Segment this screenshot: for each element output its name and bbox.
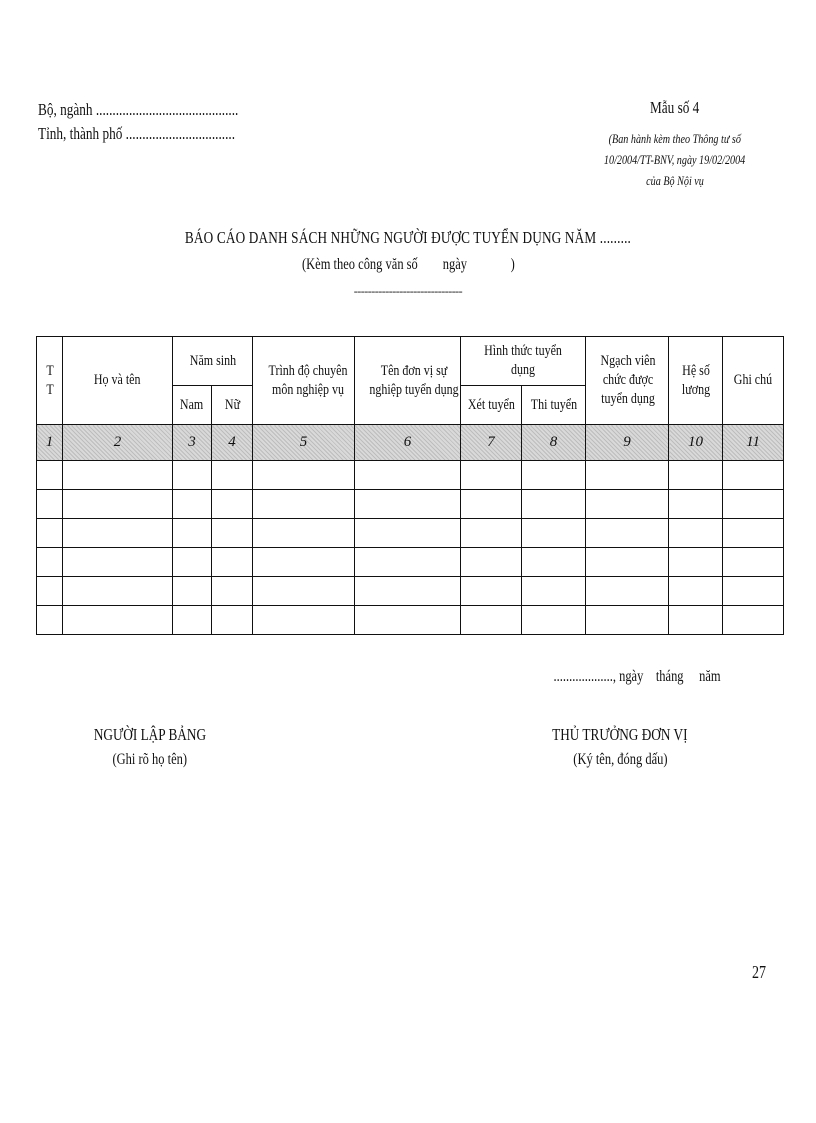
- table-cell: [522, 461, 586, 490]
- table-cell: [669, 461, 723, 490]
- table-cell: [522, 606, 586, 635]
- report-title: BÁO CÁO DANH SÁCH NHỮNG NGƯỜI ĐƯỢC TUYỂN DỤNG NĂM .........: [184, 228, 632, 247]
- province-line: Tỉnh, thành phố .................................: [38, 124, 236, 143]
- col-header-exam: Thi tuyển: [522, 386, 586, 425]
- col-header-review: Xét tuyển: [461, 386, 522, 425]
- table-row: [37, 519, 784, 548]
- column-number: 10: [669, 425, 723, 461]
- table-cell: [173, 548, 212, 577]
- col-header-tt: T T: [37, 337, 63, 425]
- preparer-title: NGƯỜI LẬP BẢNG: [93, 725, 207, 744]
- table-cell: [253, 548, 355, 577]
- table-cell: [37, 461, 63, 490]
- table-row: [37, 461, 784, 490]
- table-cell: [37, 548, 63, 577]
- table-cell: [669, 577, 723, 606]
- column-number: 5: [253, 425, 355, 461]
- table-cell: [461, 577, 522, 606]
- header-left: [38, 98, 295, 146]
- table-cell: [669, 548, 723, 577]
- table-cell: [586, 461, 669, 490]
- table-cell: [586, 577, 669, 606]
- report-subtitle: (Kèm theo công văn số ngày ): [301, 256, 515, 273]
- table-cell: [723, 490, 784, 519]
- table-cell: [63, 490, 173, 519]
- table-row: [37, 490, 784, 519]
- table-cell: [522, 548, 586, 577]
- table-cell: [723, 548, 784, 577]
- table-cell: [355, 519, 461, 548]
- table-cell: [461, 519, 522, 548]
- table-cell: [586, 490, 669, 519]
- column-number: 2: [63, 425, 173, 461]
- table-cell: [37, 519, 63, 548]
- recruitment-table: [36, 336, 784, 635]
- table-row: [37, 577, 784, 606]
- table-cell: [522, 490, 586, 519]
- column-number: 1: [37, 425, 63, 461]
- col-header-recruitment-form: Hình thức tuyển dụng: [461, 337, 586, 386]
- table-cell: [461, 490, 522, 519]
- head-note: (Ký tên, đóng dấu): [572, 751, 668, 768]
- table-cell: [63, 548, 173, 577]
- table-cell: [355, 461, 461, 490]
- col-header-male: Nam: [173, 386, 212, 425]
- table-cell: [212, 461, 253, 490]
- col-header-coefficient: Hệ số lương: [669, 337, 723, 425]
- table-cell: [173, 606, 212, 635]
- column-number: 8: [522, 425, 586, 461]
- table-cell: [355, 577, 461, 606]
- table-cell: [63, 519, 173, 548]
- signature-block-preparer: [30, 722, 270, 772]
- table-cell: [461, 606, 522, 635]
- table-cell: [461, 461, 522, 490]
- column-number: 6: [355, 425, 461, 461]
- col-header-female: Nữ: [212, 386, 253, 425]
- issuance-note-line-2: 10/2004/TT-BNV, ngày 19/02/2004: [604, 152, 746, 167]
- table-cell: [586, 519, 669, 548]
- issuance-note-line-1: (Ban hành kèm theo Thông tư số: [608, 131, 742, 146]
- table-row: [37, 548, 784, 577]
- table-cell: [355, 490, 461, 519]
- signature-block-head: [500, 722, 740, 772]
- issuance-note: [560, 128, 790, 191]
- table-cell: [173, 519, 212, 548]
- table-cell: [522, 577, 586, 606]
- col-header-qualification: Trình độ chuyên môn nghiệp vụ: [253, 337, 355, 425]
- table-cell: [669, 519, 723, 548]
- table-cell: [586, 606, 669, 635]
- table-cell: [212, 606, 253, 635]
- col-header-name: Họ và tên: [63, 337, 173, 425]
- issuance-note-line-3: của Bộ Nội vụ: [646, 173, 704, 188]
- title-rule: -------------------------------: [353, 284, 463, 298]
- table-cell: [723, 461, 784, 490]
- col-header-unit: Tên đơn vị sự nghiệp tuyển dụng: [355, 337, 461, 425]
- col-header-birth-year: Năm sinh: [173, 337, 253, 386]
- page-number: 27: [752, 962, 767, 982]
- table-cell: [461, 548, 522, 577]
- table-cell: [355, 548, 461, 577]
- table-cell: [522, 519, 586, 548]
- table-cell: [212, 490, 253, 519]
- table-cell: [723, 577, 784, 606]
- table-cell: [253, 490, 355, 519]
- table-cell: [37, 490, 63, 519]
- table-cell: [173, 577, 212, 606]
- table-cell: [723, 519, 784, 548]
- table-cell: [173, 490, 212, 519]
- table-cell: [253, 519, 355, 548]
- column-number: 3: [173, 425, 212, 461]
- column-number: 11: [723, 425, 784, 461]
- table-cell: [586, 548, 669, 577]
- table-row: [37, 606, 784, 635]
- table-cell: [212, 548, 253, 577]
- col-header-rank: Ngạch viên chức được tuyển dụng: [586, 337, 669, 425]
- table-cell: [212, 577, 253, 606]
- form-number: Mẫu số 4: [650, 98, 700, 117]
- table-cell: [723, 606, 784, 635]
- column-number: 4: [212, 425, 253, 461]
- column-number: 9: [586, 425, 669, 461]
- table-cell: [37, 577, 63, 606]
- table-cell: [253, 606, 355, 635]
- table-cell: [212, 519, 253, 548]
- table-cell: [173, 461, 212, 490]
- table-cell: [63, 461, 173, 490]
- table-cell: [355, 606, 461, 635]
- ministry-line: Bộ, ngành ...........................................: [38, 100, 239, 119]
- table-cell: [37, 606, 63, 635]
- table-cell: [253, 577, 355, 606]
- date-line: ..................., ngày tháng năm: [553, 668, 721, 685]
- preparer-note: (Ghi rõ họ tên): [112, 751, 188, 768]
- empty-rows: [37, 461, 784, 635]
- column-number: 7: [461, 425, 522, 461]
- table-cell: [669, 606, 723, 635]
- column-number-row: [37, 425, 784, 461]
- table-cell: [669, 490, 723, 519]
- head-title: THỦ TRƯỞNG ĐƠN VỊ: [552, 725, 688, 744]
- table-cell: [63, 606, 173, 635]
- table-cell: [63, 577, 173, 606]
- table-cell: [253, 461, 355, 490]
- col-header-notes: Ghi chú: [723, 337, 784, 425]
